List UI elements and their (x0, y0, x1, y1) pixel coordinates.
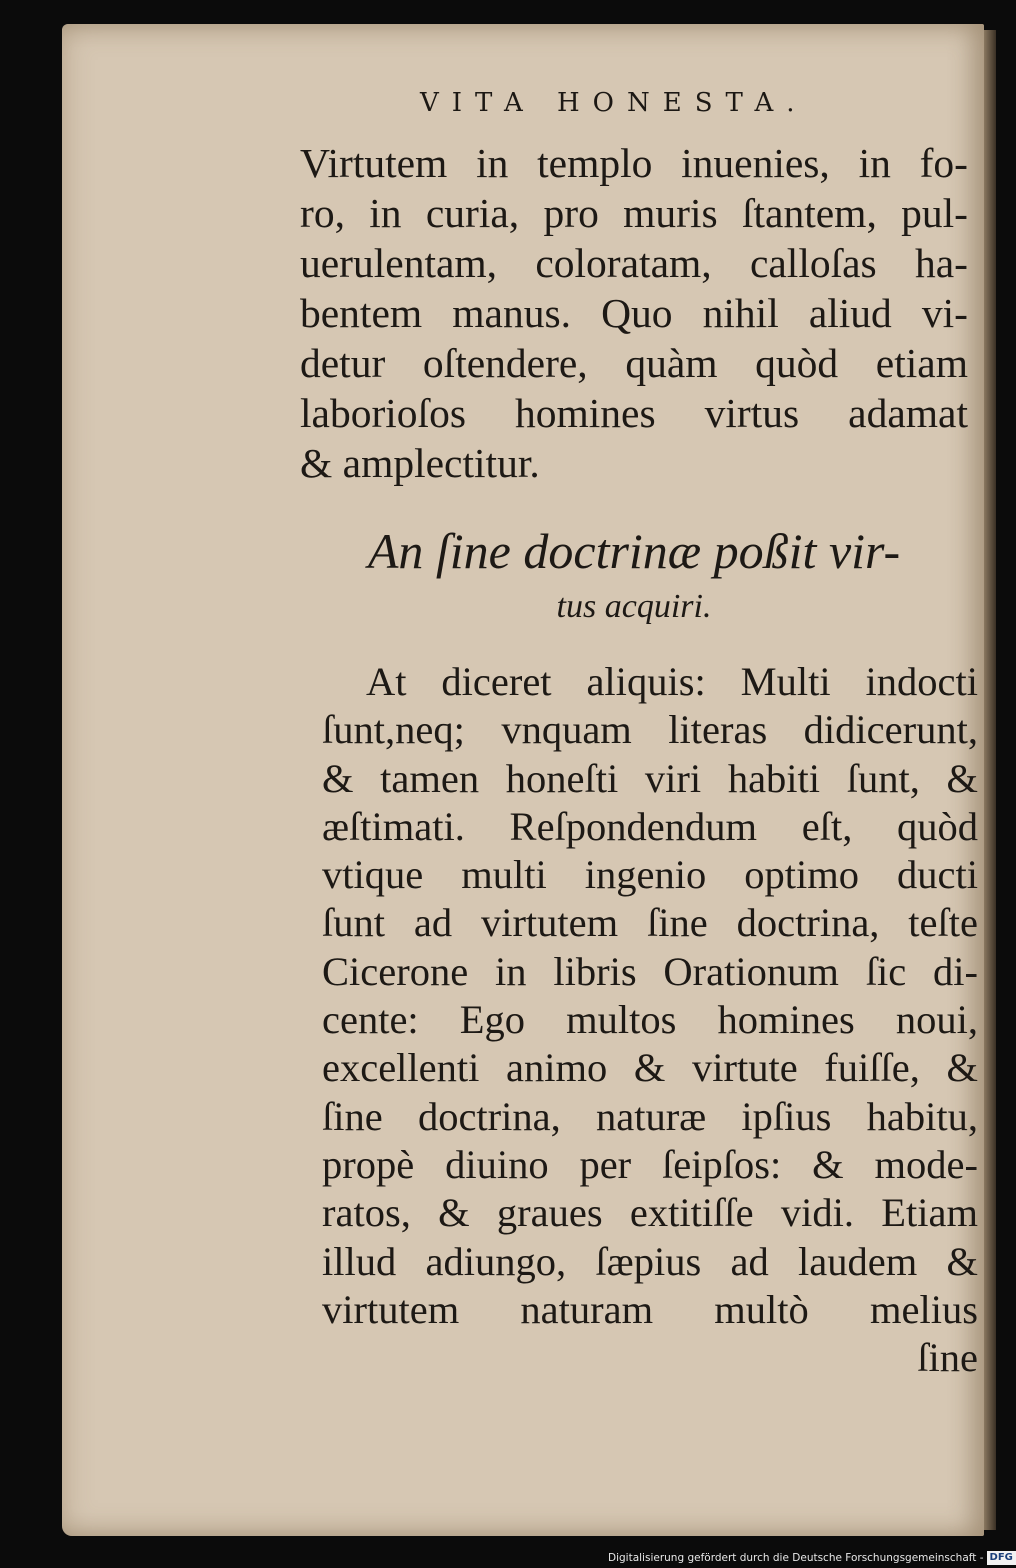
running-title: VITA HONESTA. (420, 88, 808, 118)
text-line: bentem manus. Quo nihil aliud vi- (300, 290, 968, 336)
text-line: ſine doctrina, naturæ ipſius habitu, (322, 1093, 978, 1139)
text-line: æſtimati. Reſpondendum eſt, quòd (322, 803, 978, 849)
text-line: ro, in curia, pro muris ſtantem, pul- (300, 190, 968, 236)
text-line: At diceret aliquis: Multi indocti (366, 659, 978, 704)
dfg-logo: DFG (987, 1551, 1016, 1565)
top-paragraph (300, 138, 968, 488)
digitization-credit (608, 1548, 1013, 1568)
text-line: ſunt,neq; vnquam literas didicerunt, (322, 707, 978, 753)
text-line: laborioſos homines virtus adamat (300, 390, 968, 436)
text-line: vtique multi ingenio optimo ducti (322, 852, 978, 898)
text-line: detur oſtendere, quàm quòd etiam (300, 340, 968, 386)
section-heading-line: tus acquiri. (556, 588, 712, 625)
text-line: excellenti animo & virtute fuiſſe, & (322, 1045, 978, 1091)
text-line: propè diuino per ſeipſos: & mode- (322, 1141, 978, 1187)
section-heading (300, 520, 968, 632)
catchword: ſine (917, 1335, 978, 1381)
body-paragraph (322, 658, 978, 1382)
credit-text: Digitalisierung gefördert durch die Deutsche Forschungsgemeinschaft - (608, 1552, 984, 1564)
text-line: Cicerone in libris Orationum ſic di- (322, 948, 978, 994)
text-line: Virtutem in templo inuenies, in fo- (300, 140, 968, 186)
text-line: & amplectitur. (300, 440, 540, 486)
text-line: ſunt ad virtutem ſine doctrina, teſte (322, 900, 978, 946)
text-line: illud adiungo, ſæpius ad laudem & (322, 1238, 978, 1284)
text-line: & tamen honeſti viri habiti ſunt, & (322, 755, 978, 801)
page-edge (984, 30, 996, 1530)
text-line: virtutem naturam multò melius (322, 1286, 978, 1332)
text-line: cente: Ego multos homines noui, (322, 997, 978, 1043)
text-line: ratos, & graues extitiſſe vidi. Etiam (322, 1190, 978, 1236)
text-line: uerulentam, coloratam, calloſas ha- (300, 240, 968, 286)
section-heading-line: An ſine doctrinæ poßit vir- (367, 523, 901, 579)
